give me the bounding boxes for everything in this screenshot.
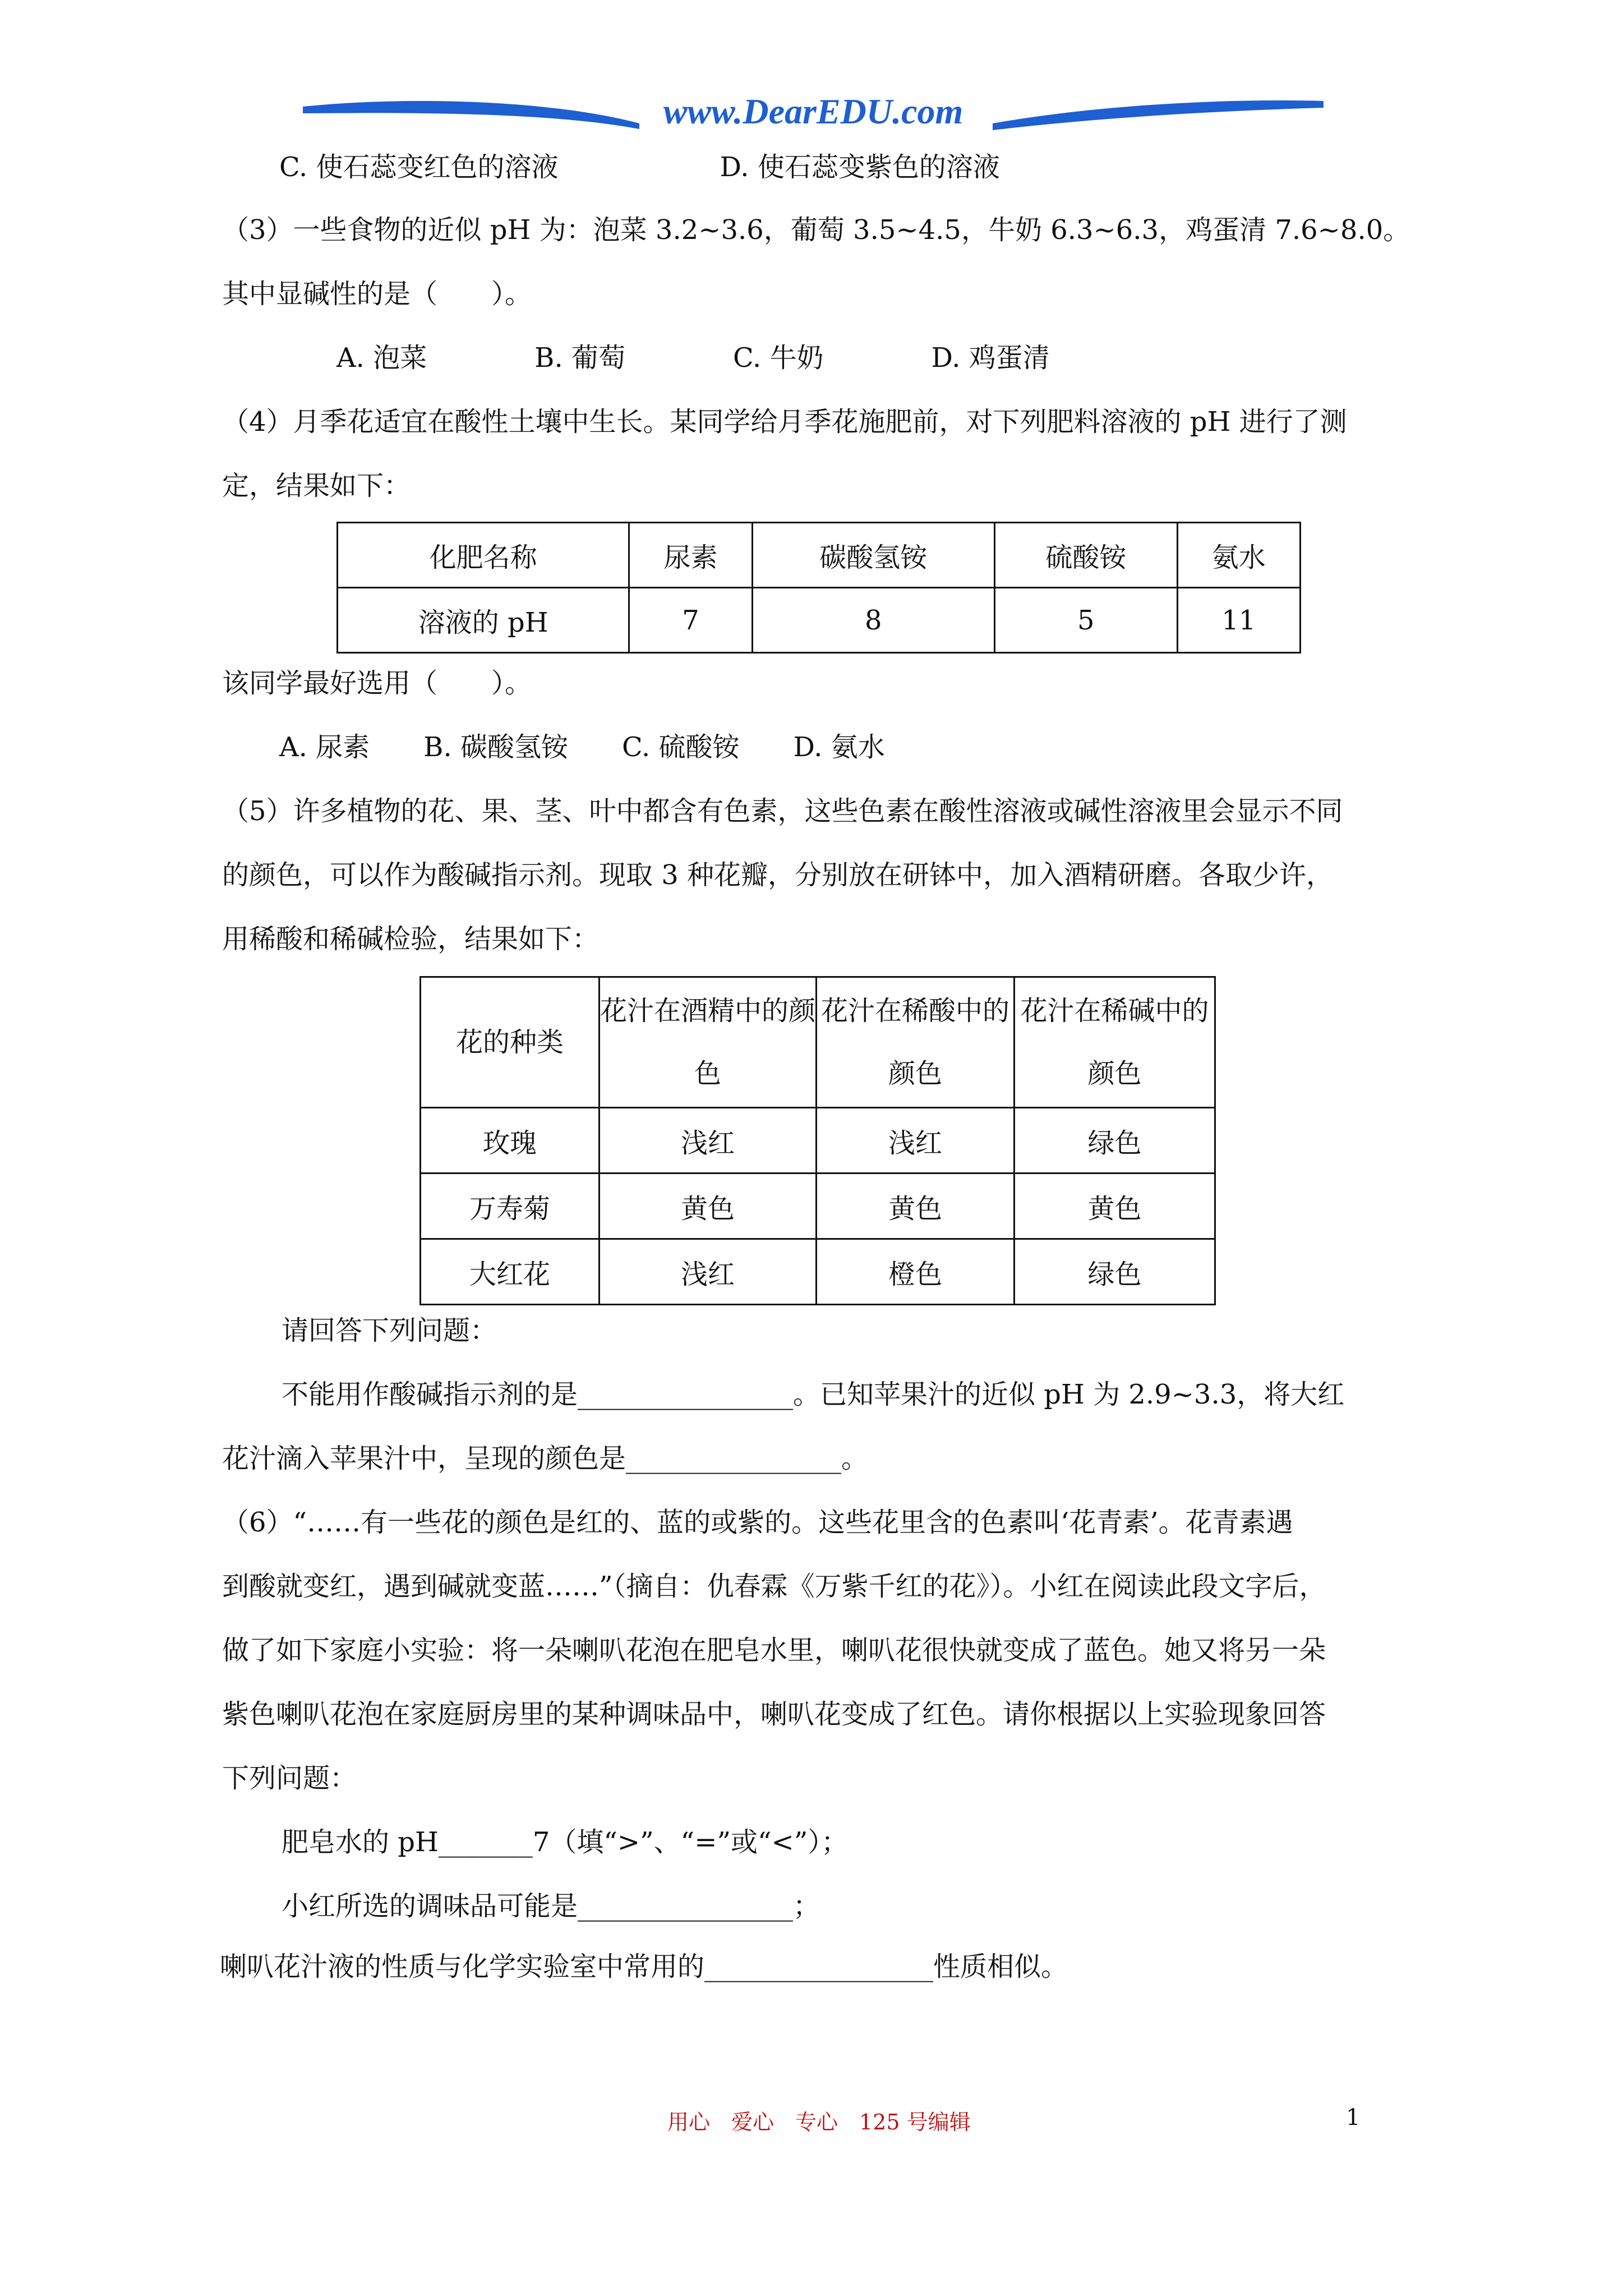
- question-6-text-cont: 到酸就变红，遇到碱就变蓝……”（摘自：仇春霖《万紫千红的花》）。小红在阅读此段文字后，: [222, 1571, 1326, 1602]
- table-cell: 化肥名称: [338, 523, 629, 588]
- table-cell: 花汁在稀碱中的颜色: [1015, 977, 1215, 1108]
- question-4-text: （4）月季花适宜在酸性土壤中生长。某同学给月季花施肥前，对下列肥料溶液的 pH 进行了测: [222, 406, 1347, 438]
- table-cell: 7: [629, 588, 752, 653]
- table-cell: 黄色: [600, 1174, 817, 1239]
- table-row: [338, 523, 1301, 588]
- footer-text: 用心 爱心 专心 125 号编辑: [667, 2110, 971, 2134]
- question-6-blank-seasoning: 小红所选的调味品可能是________________；: [282, 1890, 820, 1922]
- table-row: [421, 1108, 1215, 1174]
- question-6-blank-ph: 肥皂水的 pH_______7（填“>”、“=”或“<”）；: [282, 1826, 849, 1858]
- fertilizer-ph-table: [336, 522, 1301, 654]
- table-cell: 溶液的 pH: [338, 588, 629, 653]
- table-cell: 氨水: [1177, 523, 1300, 588]
- question-5-prompt: 请回答下列问题：: [282, 1315, 497, 1346]
- flower-color-table: [419, 976, 1216, 1305]
- question-4-text-cont: 定，结果如下：: [222, 470, 411, 501]
- question-5-blank-line: 不能用作酸碱指示剂的是________________。已知苹果汁的近似 pH 为 2.9~3.3，将大红: [282, 1379, 1345, 1410]
- table-cell: 绿色: [1015, 1239, 1215, 1305]
- question-6-text-cont4: 下列问题：: [222, 1763, 357, 1794]
- table-cell: 黄色: [1015, 1174, 1215, 1239]
- table-row: [421, 1239, 1215, 1305]
- page-number: 1: [1346, 2105, 1361, 2131]
- table-cell: 浅红: [600, 1239, 817, 1305]
- table-row: [421, 977, 1215, 1108]
- question-5-text-cont: 的颜色，可以作为酸碱指示剂。现取 3 种花瓣，分别放在研钵中，加入酒精研磨。各取少许，: [222, 859, 1334, 891]
- table-cell: 花汁在稀酸中的颜色: [817, 977, 1015, 1108]
- table-cell: 橙色: [817, 1239, 1015, 1305]
- question-4-prompt: 该同学最好选用（ ）。: [222, 668, 532, 699]
- logo-text: www.DearEDU.com: [663, 91, 963, 131]
- site-header-logo: [303, 84, 1324, 157]
- table-cell: 硫酸铵: [994, 523, 1177, 588]
- question-4-options: A. 尿素 B. 碳酸氢铵 C. 硫酸铵 D. 氨水: [279, 731, 885, 763]
- table-cell: 11: [1177, 588, 1300, 653]
- question-5-text-cont2: 用稀酸和稀碱检验，结果如下：: [222, 923, 600, 955]
- table-cell: 玫瑰: [421, 1108, 600, 1174]
- question-6-blank-property: 喇叭花汁液的性质与化学实验室中常用的_________________性质相似。: [220, 1951, 1068, 1982]
- question-3-text: （3）一些食物的近似 pH 为：泡菜 3.2~3.6，葡萄 3.5~4.5，牛奶 6.3~6.3，鸡蛋清 7.6~8.0。: [222, 214, 1410, 246]
- question-6-text: （6）“……有一些花的颜色是红的、蓝的或紫的。这些花里含的色素叫‘花青素’。花青素遇: [222, 1507, 1293, 1538]
- question-6-text-cont2: 做了如下家庭小实验：将一朵喇叭花泡在肥皂水里，喇叭花很快就变成了蓝色。她又将另一朵: [222, 1635, 1326, 1666]
- table-cell: 黄色: [817, 1174, 1015, 1239]
- table-cell: 万寿菊: [421, 1174, 600, 1239]
- table-cell: 大红花: [421, 1239, 600, 1305]
- question-3-options: A. 泡菜 B. 葡萄 C. 牛奶 D. 鸡蛋清: [336, 342, 1050, 374]
- question-5-blank-line-cont: 花汁滴入苹果汁中，呈现的颜色是________________。: [222, 1443, 869, 1474]
- table-row: [338, 588, 1301, 653]
- table-cell: 8: [752, 588, 994, 653]
- table-cell: 绿色: [1015, 1108, 1215, 1174]
- table-cell: 尿素: [629, 523, 752, 588]
- table-cell: 浅红: [600, 1108, 817, 1174]
- table-row: [421, 1174, 1215, 1239]
- table-cell: 碳酸氢铵: [752, 523, 994, 588]
- question-5-text: （5）许多植物的花、果、茎、叶中都含有色素，这些色素在酸性溶液或碱性溶液里会显示不同: [222, 795, 1343, 827]
- question-6-text-cont3: 紫色喇叭花泡在家庭厨房里的某种调味品中，喇叭花变成了红色。请你根据以上实验现象回答: [222, 1699, 1326, 1730]
- option-line-cd: C. 使石蕊变红色的溶液 D. 使石蕊变紫色的溶液: [279, 151, 1000, 183]
- table-cell: 浅红: [817, 1108, 1015, 1174]
- table-cell: 5: [994, 588, 1177, 653]
- table-cell: 花的种类: [421, 977, 600, 1108]
- question-3-prompt: 其中显碱性的是（ ）。: [222, 278, 532, 310]
- table-cell: 花汁在酒精中的颜色: [600, 977, 817, 1108]
